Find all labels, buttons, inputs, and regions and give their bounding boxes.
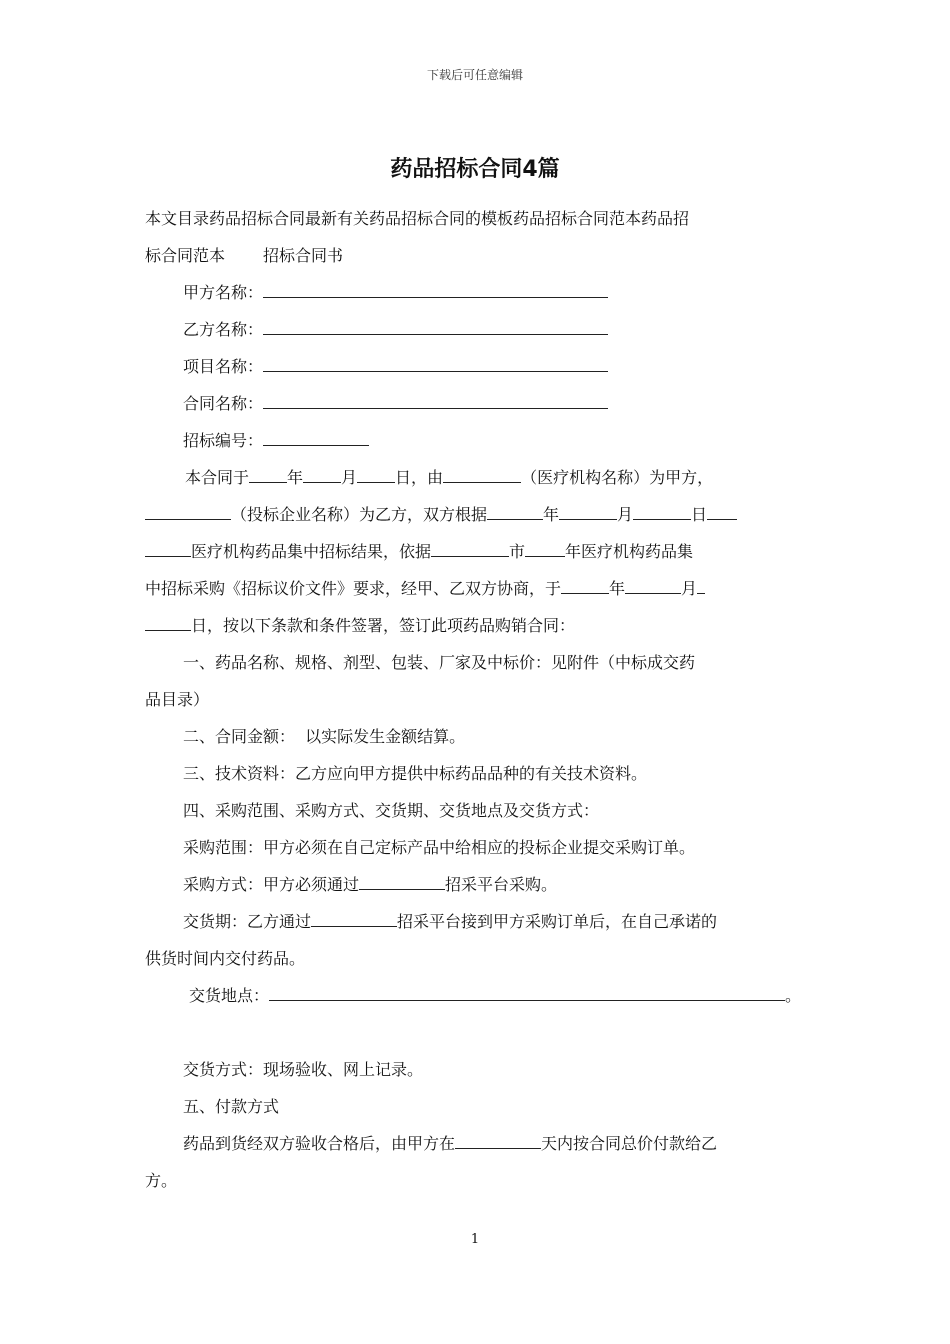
project-field: 项目名称： (145, 348, 817, 385)
toc-line: 标合同范本 招标合同书 (145, 246, 344, 265)
party-b-field: 乙方名称： (145, 311, 817, 348)
payment-terms: 药品到货经双方验收合格后，由甲方在 天内按合同总价付款给乙 (145, 1125, 817, 1162)
intro-paragraph: 中招标采购《招标议价文件》要求，经甲、乙双方协商，于 年 月 (145, 570, 817, 607)
clause-2: 二、合同金额： 以实际发生金额结算。 (183, 727, 466, 746)
intro-paragraph: 医疗机构药品集中招标结果，依据 市 年医疗机构药品集 (145, 533, 817, 570)
clause-4: 四、采购范围、采购方式、交货期、交货地点及交货方式： (183, 801, 600, 820)
blank-line (145, 1014, 817, 1051)
clause-5: 五、付款方式 (183, 1097, 280, 1116)
clause-1: 一、药品名称、规格、剂型、包装、厂家及中标价：见附件（中标成交药 (183, 653, 696, 672)
payment-terms-cont: 方。 (145, 1171, 178, 1190)
purchase-method: 采购方式：甲方必须通过 招采平台采购。 (145, 866, 817, 903)
purchase-scope: 采购范围：甲方必须在自己定标产品中给相应的投标企业提交采购订单。 (183, 838, 696, 857)
page-header: 下载后可任意编辑 (426, 68, 523, 82)
delivery-method: 交货方式：现场验收、网上记录。 (183, 1060, 424, 1079)
bid-number-field: 招标编号： (145, 422, 817, 459)
clause-1-cont: 品目录） (145, 690, 210, 709)
intro-paragraph: （投标企业名称）为乙方，双方根据 年 月 日 (145, 496, 817, 533)
document-body (145, 200, 817, 1199)
intro-paragraph: 日，按以下条款和条件签署，签订此项药品购销合同： (145, 607, 817, 644)
delivery-period-cont: 供货时间内交付药品。 (145, 949, 306, 968)
contract-field: 合同名称： (145, 385, 817, 422)
party-a-field: 甲方名称： (145, 274, 817, 311)
clause-3: 三、技术资料：乙方应向甲方提供中标药品品种的有关技术资料。 (183, 764, 648, 783)
delivery-place: 交货地点： 。 (145, 977, 817, 1014)
toc-line: 本文目录药品招标合同最新有关药品招标合同的模板药品招标合同范本药品招 (145, 209, 690, 228)
page-number: 1 (470, 1232, 480, 1247)
intro-paragraph: 本合同于 年 月 日，由 （医疗机构名称）为甲方， (145, 459, 817, 496)
document-title: 药品招标合同4篇 (390, 157, 560, 182)
delivery-period: 交货期：乙方通过 招采平台接到甲方采购订单后，在自己承诺的 (145, 903, 817, 940)
